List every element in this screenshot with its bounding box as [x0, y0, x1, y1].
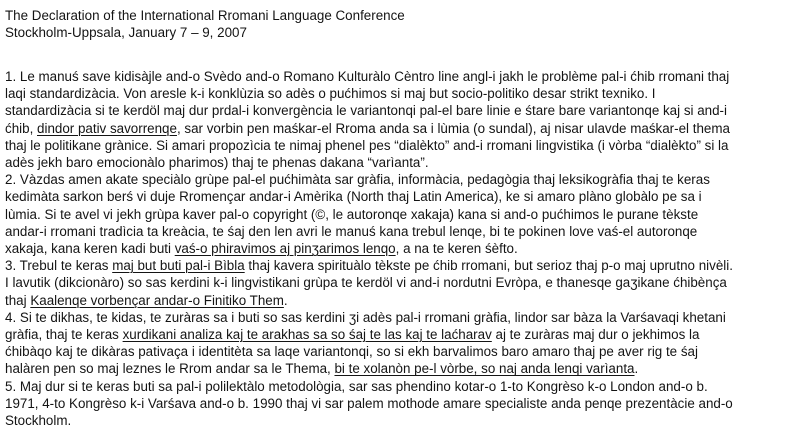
- underlined-phrase: xurdikani analiza kaj te arakhas sa so śaj te las kaj te laćharav: [122, 327, 492, 343]
- text-segment: xakaja, kana keren kadi buti: [5, 241, 175, 257]
- text-line: [5, 326, 790, 343]
- text-line: [5, 188, 790, 205]
- text-segment: , sar vorbin pen maśkar-el Rroma anda sa i lùmia (o sundal), aj nisar ulavde maśkar-el thema: [176, 120, 730, 136]
- text-segment: 1971, 4-to Kongrèso k-i Varśava and-o b. 1990 thaj vi sar palem mothode amare specialiste anda penqe prezentàcie and-o: [5, 395, 733, 411]
- text-segment: ćhibàqo kaj te dikàras pativaça i identitèta sa laqe variantonqi, so si ekh barvalimos baro amaro thaj pe aver rig te śaj: [5, 344, 698, 360]
- underlined-phrase: bi te xolanòn pe-l vòrbe, so naj anda lenqi varìanta: [334, 361, 635, 377]
- text-line: [5, 102, 790, 119]
- text-line: [5, 68, 790, 85]
- text-line: [5, 171, 790, 188]
- text-segment: 5. Maj dur si te keras buti sa pal-i polilektàlo metodològia, sar sas phendino kotar-o 1-to Kongrèso k-o London and-o b.: [5, 378, 708, 394]
- text-segment: .: [634, 361, 639, 377]
- text-line: [5, 309, 790, 326]
- text-segment: standardizàcia si te kerdöl maj dur prdal-i konvergència le variantonqi pal-el bare linie e śtare bare variantonqe kaj si and-i: [5, 103, 727, 119]
- text-segment: Stockholm.: [5, 413, 72, 429]
- text-line: [5, 274, 790, 291]
- text-line: [5, 292, 790, 309]
- underlined-phrase: vaś-o phiravimos aj pinʒarimos lenqo: [174, 241, 396, 257]
- text-line: [5, 85, 790, 102]
- text-line: [5, 240, 790, 257]
- text-line: [5, 206, 790, 223]
- text-segment: gràfia, thaj te keras: [5, 327, 123, 343]
- text-segment: ćhib,: [5, 120, 38, 136]
- text-line: [5, 223, 790, 240]
- text-segment: thaj: [5, 292, 31, 308]
- text-line: [5, 343, 790, 360]
- text-segment: .: [283, 292, 288, 308]
- text-segment: andar-i rromani tradìcia ta kreàcia, te śaj den len avri le manuś kana trebul lenqe, bi te pokinen love vaś-el autoronqe: [5, 223, 698, 239]
- text-segment: aj te zuràras maj dur o jekhimos la: [491, 327, 700, 343]
- text-segment: laqi standardizàcia. Von aresle k-i konklùzia so adès o pućhimos si maj but socio-politiko desar strikt texniko. I: [5, 86, 656, 102]
- document-header: [5, 7, 790, 41]
- underlined-phrase: dindor pativ savorrenqe: [37, 120, 177, 136]
- text-segment: 3. Trebul te keras: [5, 258, 113, 274]
- text-segment: adès jekh baro emocionàlo pharimos) thaj te phenas dakana “varìanta”.: [5, 155, 429, 171]
- document-title: The Declaration of the International Rromani Language Conference: [5, 8, 405, 23]
- text-segment: thaj le politikane grànice. Si amari propozìcia te nimaj phenel pes “dialèkto” and-i rromani lingvistika (i vòrba “dialèkto” si la: [5, 137, 729, 153]
- text-segment: 4. Si te dikhas, te kidas, te zuràras sa i buti so sas kerdini ʒi adès pal-i rromani gràfia, lindor sar bàza la Varśavaqi khetani: [5, 309, 726, 325]
- text-segment: kedimàta sarkon berś vi duje Rromençar andar-i Amèrika (North thaj Latin America), ke si amaro plàno globàlo pe sa i: [5, 189, 702, 205]
- text-segment: lùmia. Si te avel vi jekh grùpa kaver pal-o copyright (©, le autoronqe xakaja) kana si and-o pućhimos le purane tèkste: [5, 206, 699, 222]
- text-line: [5, 412, 790, 429]
- text-segment: thaj kavera spirituàlo tèkste pe ćhib rromani, but serioz thaj p-o maj uprutno nivèli.: [244, 258, 733, 274]
- text-line: [5, 378, 790, 395]
- text-segment: halàren pen so maj leznes le Rrom andar sa le Thema,: [5, 361, 335, 377]
- text-segment: 2. Vàzdas amen akate speciàlo grùpe pal-el pućhimàta sar gràfia, informàcia, pedagògia thaj leksikogràfia thaj te keras: [5, 172, 710, 188]
- text-line: [5, 120, 790, 137]
- underlined-phrase: maj but buti pal-i Bìbla: [112, 258, 245, 274]
- text-segment: I lavutik (dikcionàro) so sas kerdini k-i lingvistikani grùpa te kerdöl vi and-i nordutni Evròpa, e thanesqe gaʒikane ćhibènça: [5, 275, 727, 291]
- document-subtitle: Stockholm-Uppsala, January 7 – 9, 2007: [5, 25, 247, 40]
- text-segment: 1. Le manuś save kidisàjle and-o Svèdo and-o Romano Kulturàlo Cèntro line angl-i jakh le problème pal-i ćhib rromani thaj: [5, 69, 730, 84]
- document-body: [5, 68, 790, 429]
- text-line: [5, 360, 790, 377]
- text-line: [5, 154, 790, 171]
- text-line: [5, 137, 790, 154]
- text-line: [5, 395, 790, 412]
- text-segment: , a na te keren śèfto.: [395, 241, 518, 257]
- underlined-phrase: Kaalenqe vorbençar andar-o Finitiko Them: [30, 292, 284, 308]
- text-line: [5, 257, 790, 274]
